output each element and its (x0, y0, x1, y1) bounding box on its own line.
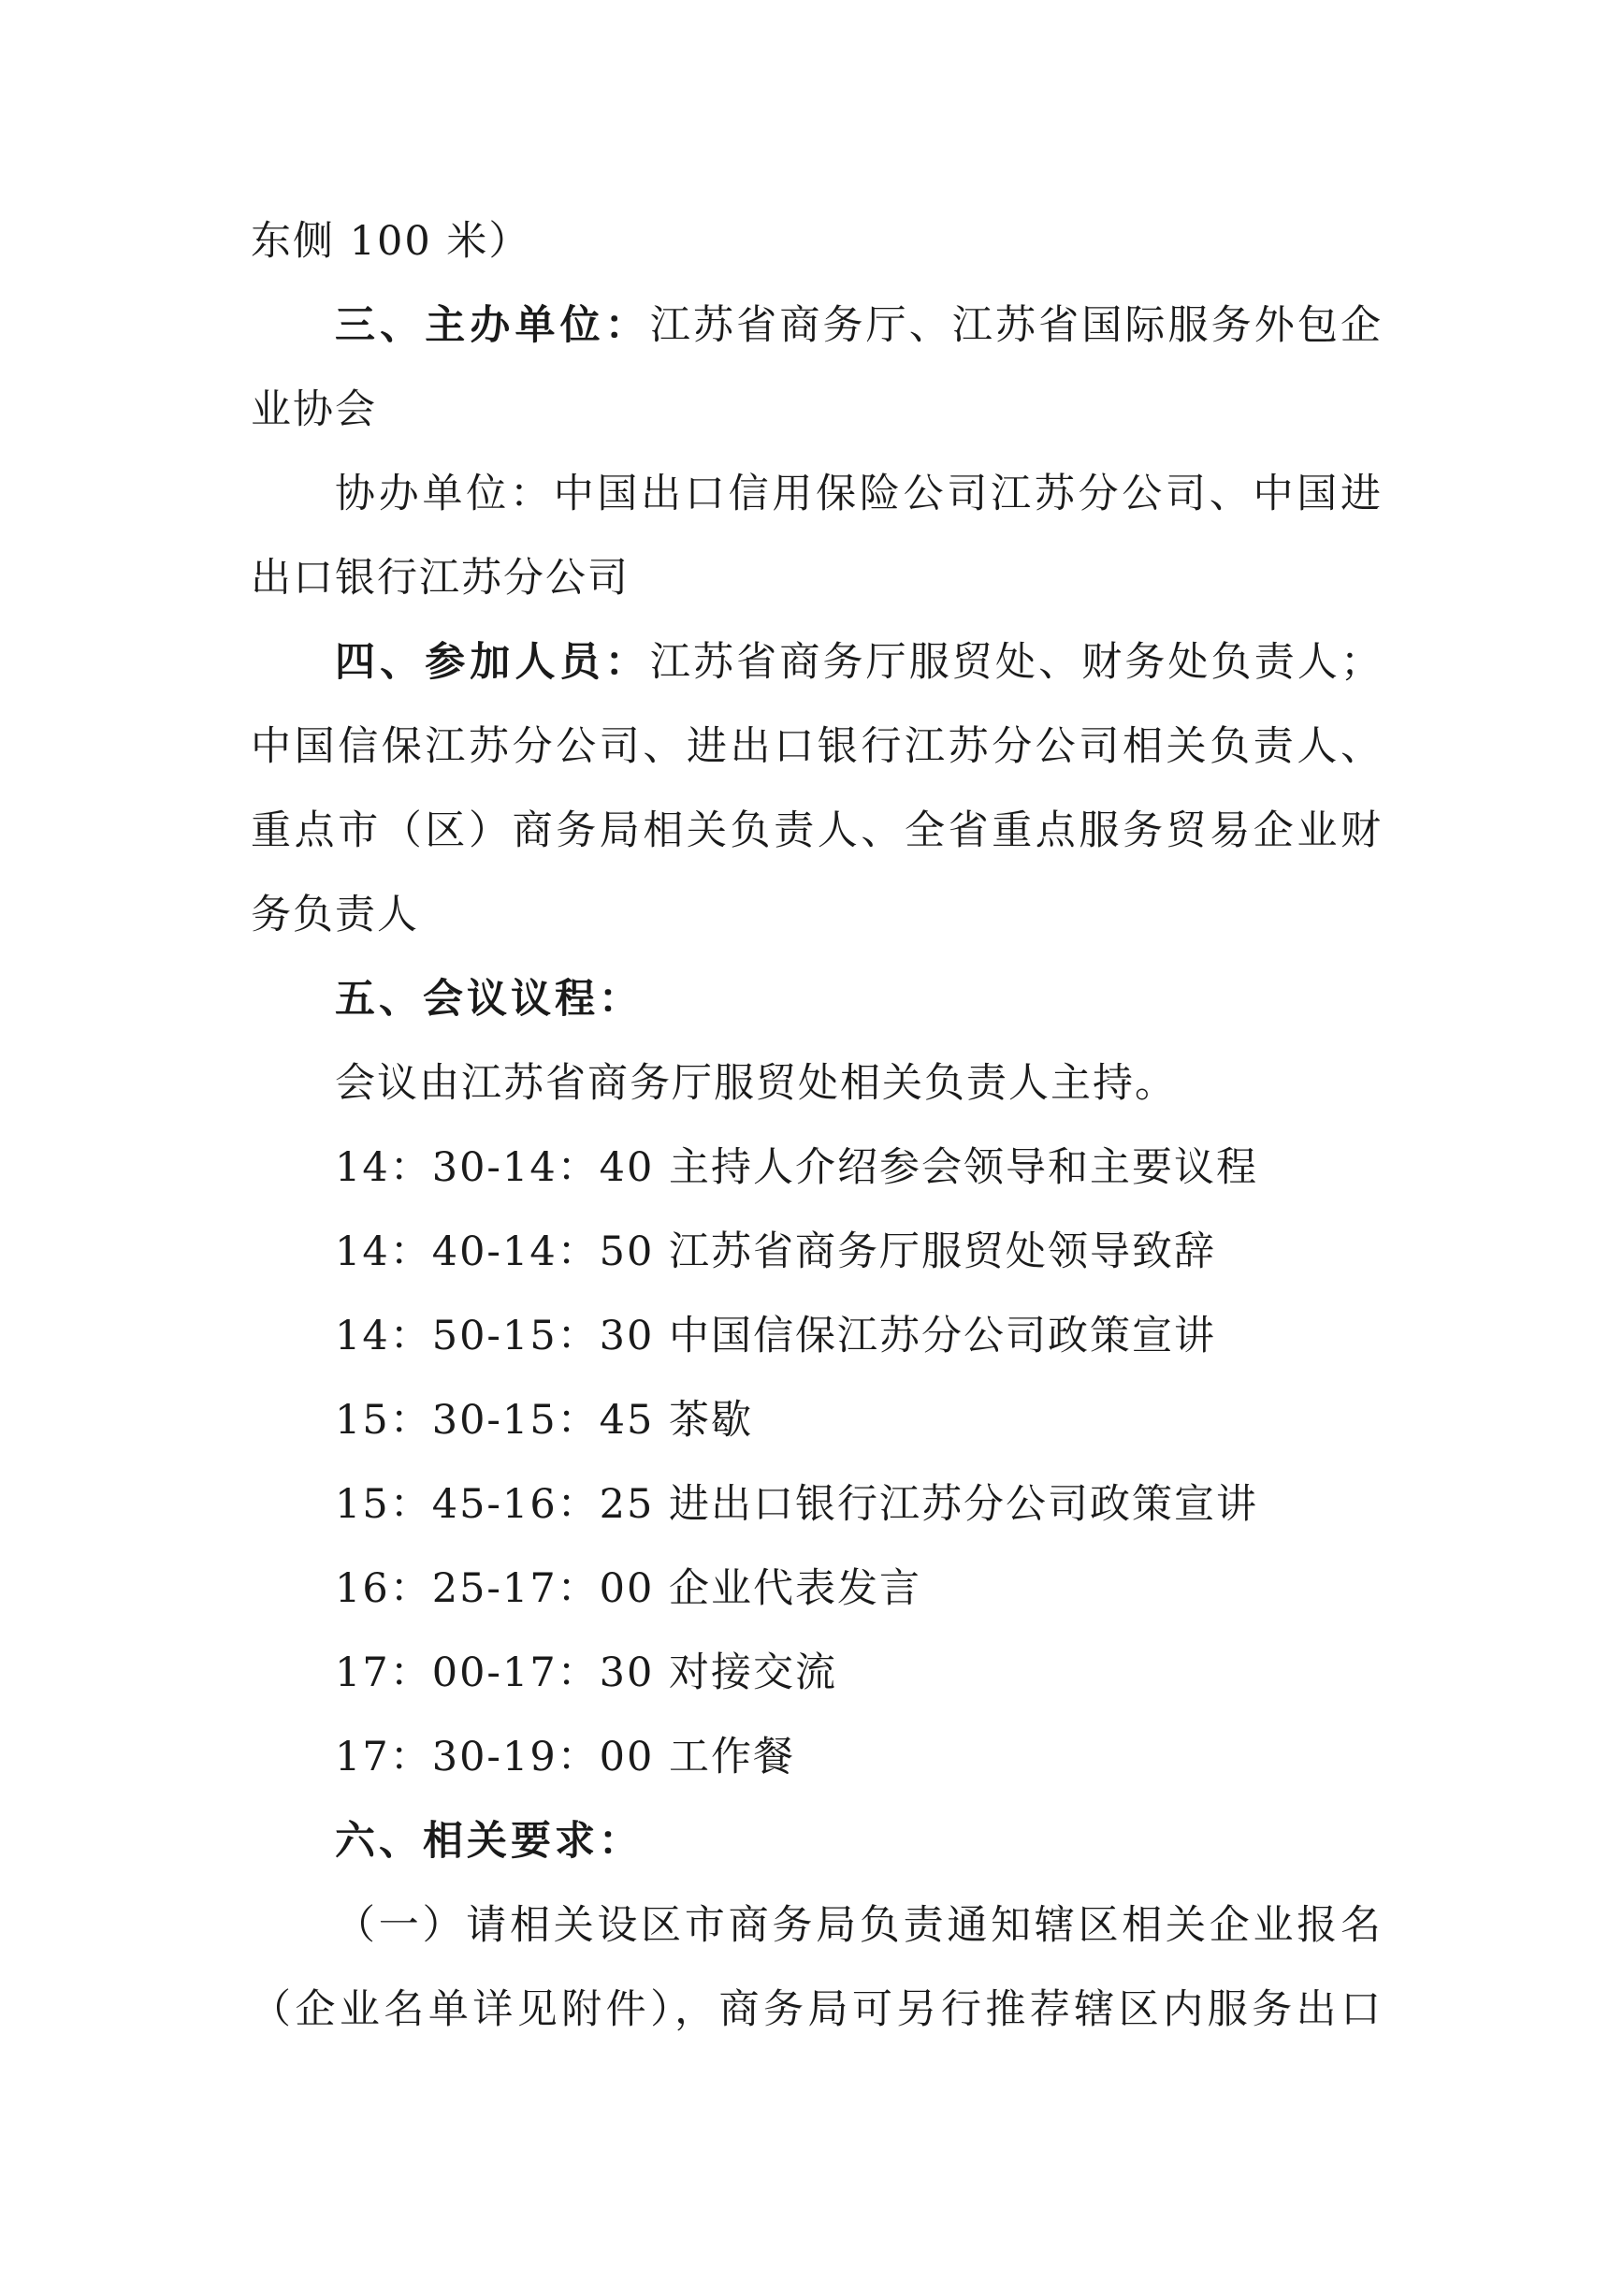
text-line: 中国信保江苏分公司、进出口银行江苏分公司相关负责人、 (251, 723, 1383, 770)
agenda-item: 15：30-15：45 茶歇 (335, 1397, 754, 1444)
section-agenda-heading (335, 971, 643, 1027)
section-text: 江苏省商务厅、江苏省国际服务外包企 (649, 302, 1383, 349)
agenda-item: 14：50-15：30 中国信保江苏分公司政策宣讲 (335, 1313, 1217, 1359)
text-line: 务负责人 (251, 892, 419, 938)
text-line: 会议由江苏省商务厅服贸处相关负责人主持。 (335, 1060, 1177, 1107)
agenda-item: 17：00-17：30 对接交流 (335, 1649, 838, 1696)
section-text: 江苏省商务厅服贸处、财务处负责人； (649, 639, 1383, 686)
section-heading: 三、主办单位： (335, 302, 650, 349)
agenda-item: 14：40-14：50 江苏省商务厅服贸处领导致辞 (335, 1228, 1217, 1275)
text-line: （企业名单详见附件），商务局可另行推荐辖区内服务出口 (251, 1986, 1383, 2033)
agenda-item: 15：45-16：25 进出口银行江苏分公司政策宣讲 (335, 1481, 1259, 1528)
section-organizer (335, 298, 1383, 354)
text-line: 协办单位：中国出口信用保险公司江苏分公司、中国进 (335, 471, 1383, 517)
section-heading: 五、会议议程： (335, 976, 643, 1023)
agenda-item: 17：30-19：00 工作餐 (335, 1734, 796, 1780)
text-line: 东侧 100 米） (251, 218, 531, 265)
text-line: 重点市（区）商务局相关负责人、全省重点服务贸易企业财 (251, 807, 1383, 854)
section-participants (335, 634, 1383, 690)
section-heading: 四、参加人员： (335, 639, 650, 686)
text-line: 出口银行江苏分公司 (251, 555, 630, 602)
text-line: 业协会 (251, 386, 377, 433)
text-line: （一）请相关设区市商务局负责通知辖区相关企业报名 (335, 1902, 1383, 1949)
agenda-item: 16：25-17：00 企业代表发言 (335, 1565, 922, 1612)
section-requirements-heading (335, 1813, 643, 1869)
agenda-item: 14：30-14：40 主持人介绍参会领导和主要议程 (335, 1144, 1259, 1191)
section-heading: 六、相关要求： (335, 1818, 643, 1865)
